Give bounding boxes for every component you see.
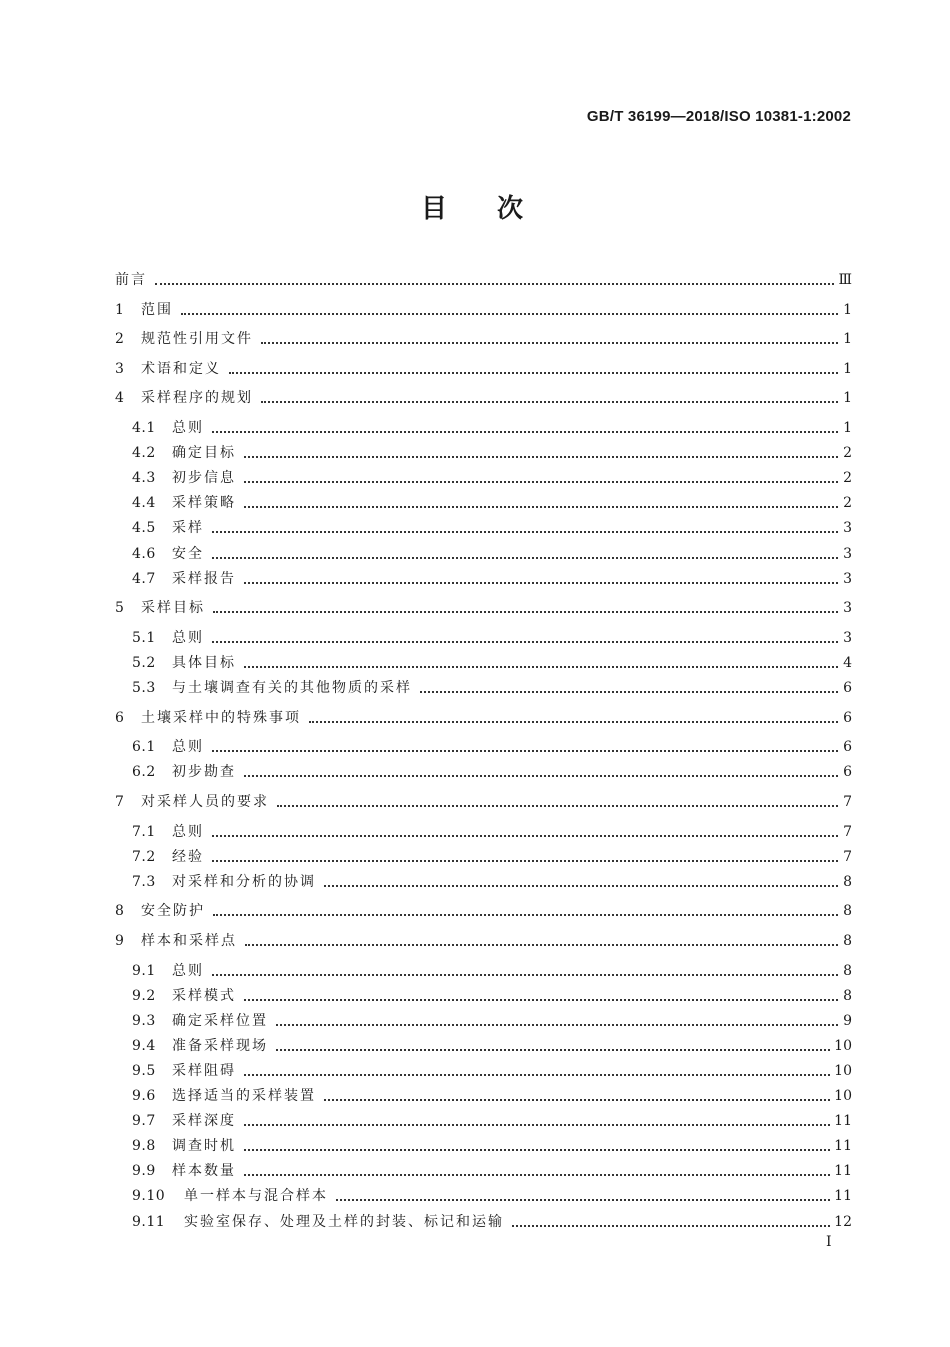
toc-entry-page: 7	[843, 823, 852, 840]
toc-entry-label: 采样目标	[141, 600, 205, 617]
toc-entry-label: 总则	[172, 629, 204, 646]
toc-entry-number: 4.6	[132, 545, 156, 562]
toc-entry-page: 8	[843, 987, 852, 1004]
toc-entry-page: 3	[843, 629, 852, 646]
toc-entry-page: 6	[843, 680, 852, 696]
toc-entry[interactable]	[115, 1010, 852, 1032]
toc-entry[interactable]	[115, 1135, 852, 1157]
toc-entry-label: 调查时机	[172, 1138, 236, 1155]
toc-dot-leader	[244, 775, 838, 777]
toc-dot-leader	[512, 1225, 830, 1227]
toc-entry-page: 7	[843, 848, 852, 865]
toc-entry-label: 具体目标	[172, 654, 236, 671]
toc-dot-leader	[181, 313, 838, 315]
toc-entry-number: 4.5	[132, 520, 156, 537]
toc-entry-label: 采样程序的规划	[141, 390, 253, 407]
toc-entry-label: 安全防护	[141, 903, 205, 920]
toc-entry-page: 6	[843, 709, 852, 726]
toc-entry-label: 确定采样位置	[172, 1012, 268, 1029]
toc-dot-leader	[244, 1174, 830, 1176]
toc-entry[interactable]	[115, 1160, 852, 1182]
toc-entry[interactable]	[115, 269, 852, 291]
toc-dot-leader	[212, 835, 838, 837]
toc-entry-label: 范围	[141, 301, 173, 318]
toc-entry[interactable]	[115, 1185, 852, 1207]
toc-dot-leader	[336, 1199, 830, 1201]
toc-entry-label: 选择适当的采样装置	[172, 1088, 316, 1104]
toc-entry[interactable]	[115, 821, 852, 843]
toc-title	[0, 188, 950, 225]
toc-entry-number: 9.8	[132, 1138, 156, 1155]
toc-entry-label: 对采样和分析的协调	[172, 873, 316, 890]
toc-title-part2: 次	[497, 194, 530, 224]
toc-entry-number: 9.9	[132, 1163, 156, 1180]
toc-dot-leader	[261, 401, 838, 403]
toc-entry[interactable]	[115, 358, 852, 380]
toc-entry-number: 5.2	[132, 654, 156, 671]
toc-dot-leader	[212, 431, 838, 433]
toc-entry-page: 8	[843, 932, 852, 949]
toc-dot-leader	[212, 860, 838, 862]
toc-entry-page: 1	[843, 420, 852, 436]
toc-dot-leader	[309, 721, 838, 723]
toc-entry-number: 5.3	[132, 680, 156, 696]
toc-entry-page: 11	[834, 1163, 852, 1180]
toc-entry-label: 总则	[172, 962, 204, 979]
toc-entry-page: 3	[843, 545, 852, 562]
toc-entry[interactable]	[115, 417, 852, 439]
toc-entry-label: 术语和定义	[141, 360, 221, 377]
toc-entry-number: 9.10	[132, 1188, 166, 1205]
toc-dot-leader	[276, 1049, 830, 1051]
toc-entry-label: 样本和采样点	[141, 932, 237, 949]
toc-entry-number: 9.6	[132, 1088, 156, 1104]
toc-entry[interactable]	[115, 960, 852, 982]
toc-entry-label: 采样模式	[172, 987, 236, 1004]
toc-entry[interactable]	[115, 900, 852, 922]
toc-entry[interactable]	[115, 652, 852, 674]
toc-entry-page: 11	[834, 1188, 852, 1205]
toc-entry-page: 11	[834, 1138, 852, 1155]
toc-dot-leader	[212, 557, 838, 559]
toc-entry-page: 8	[843, 903, 852, 920]
toc-entry-label: 土壤采样中的特殊事项	[141, 709, 301, 726]
toc-entry-page: 11	[834, 1113, 852, 1130]
toc-entry[interactable]	[115, 597, 852, 619]
toc-entry-number: 9.1	[132, 962, 156, 979]
toc-dot-leader	[261, 342, 838, 344]
toc-entry-page: 2	[843, 445, 852, 462]
toc-entry-label: 总则	[172, 823, 204, 840]
toc-entry[interactable]	[115, 1211, 852, 1233]
toc-entry-number: 4.4	[132, 495, 156, 512]
toc-entry-label: 采样深度	[172, 1113, 236, 1130]
toc-entry-number: 6	[115, 709, 125, 726]
toc-dot-leader	[155, 283, 834, 285]
toc-entry-page: 6	[843, 739, 852, 756]
toc-entry-page: 1	[843, 301, 852, 318]
toc-entry-page: 2	[843, 470, 852, 487]
toc-entry-label: 采样策略	[172, 495, 236, 512]
toc-entry-page: 7	[843, 793, 852, 810]
toc-entry-page: 9	[843, 1012, 852, 1029]
toc-title-part1: 目	[420, 194, 453, 224]
toc-entry-label: 采样报告	[172, 570, 236, 587]
toc-entry-label: 确定目标	[172, 445, 236, 462]
page-folio: I	[826, 1234, 832, 1250]
toc-entry[interactable]	[115, 1060, 852, 1082]
toc-entry-page: 3	[843, 570, 852, 587]
toc-entry-number: 7	[115, 793, 125, 810]
toc-entry[interactable]	[115, 568, 852, 590]
standard-number: GB/T 36199—2018/ISO 10381-1:2002	[586, 108, 851, 125]
toc-entry-label: 初步信息	[172, 470, 236, 487]
toc-dot-leader	[244, 582, 838, 584]
toc-entry-label: 总则	[172, 420, 204, 436]
toc-entry[interactable]	[115, 1085, 852, 1107]
toc-entry-number: 4.2	[132, 445, 156, 462]
toc-entry-label: 与土壤调查有关的其他物质的采样	[172, 680, 412, 696]
toc-entry[interactable]	[115, 677, 852, 699]
toc-entry[interactable]	[115, 442, 852, 464]
toc-entry-page: 10	[834, 1037, 852, 1054]
toc-entry[interactable]	[115, 543, 852, 565]
toc-dot-leader	[244, 456, 838, 458]
toc-entry-number: 7.2	[132, 848, 156, 865]
toc-entry[interactable]	[115, 328, 852, 350]
toc-entry-page: 10	[834, 1088, 852, 1104]
toc-entry-label: 单一样本与混合样本	[184, 1188, 328, 1205]
toc-entry-number: 4	[115, 390, 125, 407]
toc-entry-label: 安全	[172, 545, 204, 562]
toc-dot-leader	[244, 481, 838, 483]
toc-entry[interactable]	[115, 791, 852, 813]
toc-entry[interactable]	[115, 707, 852, 729]
toc-entry-page: 8	[843, 873, 852, 890]
toc-entry-label: 准备采样现场	[172, 1037, 268, 1054]
toc-entry[interactable]	[115, 930, 852, 952]
toc-entry-label: 实验室保存、处理及土样的封装、标记和运输	[184, 1213, 504, 1230]
toc-entry-number: 6.2	[132, 764, 156, 781]
toc-entry-number: 6.1	[132, 739, 156, 756]
toc-dot-leader	[212, 974, 838, 976]
toc-entry[interactable]	[115, 387, 852, 409]
toc-dot-leader	[244, 666, 838, 668]
toc-entry-page: 12	[834, 1213, 852, 1230]
toc-entry-number: 9	[115, 932, 125, 949]
toc-dot-leader	[420, 691, 838, 693]
toc-entry-page: 8	[843, 962, 852, 979]
toc-entry-page: 1	[843, 390, 852, 407]
toc-entry-number: 9.3	[132, 1012, 156, 1029]
toc-entry-page: 1	[843, 331, 852, 348]
toc-entry-number: 7.3	[132, 873, 156, 890]
toc-entry-page: 3	[843, 520, 852, 537]
toc-dot-leader	[212, 750, 838, 752]
toc-entry-page: 4	[843, 654, 852, 671]
toc-entry-number: 9.11	[132, 1213, 166, 1230]
toc-entry-number: 9.7	[132, 1113, 156, 1130]
toc-dot-leader	[245, 944, 838, 946]
toc-entry-page: 6	[843, 764, 852, 781]
toc-entry-label: 规范性引用文件	[141, 331, 253, 348]
toc-dot-leader	[324, 1099, 830, 1101]
toc-entry[interactable]	[115, 846, 852, 868]
toc-entry-label: 总则	[172, 739, 204, 756]
toc-entry-number: 9.4	[132, 1037, 156, 1054]
toc-dot-leader	[244, 1149, 830, 1151]
toc-dot-leader	[324, 885, 838, 887]
toc-entry[interactable]	[115, 985, 852, 1007]
toc-entry[interactable]	[115, 1110, 852, 1132]
toc-entry-number: 8	[115, 903, 125, 920]
toc-entry-page: 1	[843, 360, 852, 377]
toc-entry-number: 9.2	[132, 987, 156, 1004]
toc-dot-leader	[244, 1124, 830, 1126]
toc-entry-label: 初步勘查	[172, 764, 236, 781]
toc-dot-leader	[244, 506, 838, 508]
toc-entry-number: 4.7	[132, 570, 156, 587]
toc-entry-label: 经验	[172, 848, 204, 865]
toc-entry[interactable]	[115, 736, 852, 758]
toc-entry-number: 3	[115, 360, 125, 377]
toc-dot-leader	[212, 641, 838, 643]
toc-dot-leader	[213, 611, 838, 613]
toc-entry[interactable]	[115, 467, 852, 489]
toc-entry-number: 4.3	[132, 470, 156, 487]
toc-entry-number: 1	[115, 301, 125, 318]
toc-entry-number: 5	[115, 600, 125, 617]
toc-entry-label: 采样阻碍	[172, 1062, 236, 1079]
toc-entry-label: 样本数量	[172, 1163, 236, 1180]
toc-entry-label: 前言	[115, 272, 147, 288]
toc-entry[interactable]	[115, 871, 852, 893]
toc-entry-page: Ⅲ	[838, 272, 852, 288]
toc-entry-number: 5.1	[132, 629, 156, 646]
toc-entry[interactable]	[115, 627, 852, 649]
toc-entry[interactable]	[115, 517, 852, 539]
toc-entry-page: 2	[843, 495, 852, 512]
toc-dot-leader	[212, 531, 838, 533]
toc-entry-page: 10	[834, 1062, 852, 1079]
toc-entry[interactable]	[115, 1035, 852, 1057]
toc-dot-leader	[277, 805, 838, 807]
toc-entry-number: 7.1	[132, 823, 156, 840]
toc-entry-number: 9.5	[132, 1062, 156, 1079]
toc-entry[interactable]	[115, 299, 852, 321]
toc-entry-label: 对采样人员的要求	[141, 793, 269, 810]
toc-dot-leader	[213, 914, 838, 916]
toc-entry-page: 3	[843, 600, 852, 617]
toc-dot-leader	[244, 1074, 830, 1076]
toc-dot-leader	[276, 1024, 838, 1026]
toc-entry[interactable]	[115, 492, 852, 514]
toc-dot-leader	[244, 999, 838, 1001]
toc-entry[interactable]	[115, 761, 852, 783]
toc-entry-number: 2	[115, 331, 125, 348]
toc-dot-leader	[229, 372, 838, 374]
toc-entry-label: 采样	[172, 520, 204, 537]
toc-entry-number: 4.1	[132, 420, 156, 436]
